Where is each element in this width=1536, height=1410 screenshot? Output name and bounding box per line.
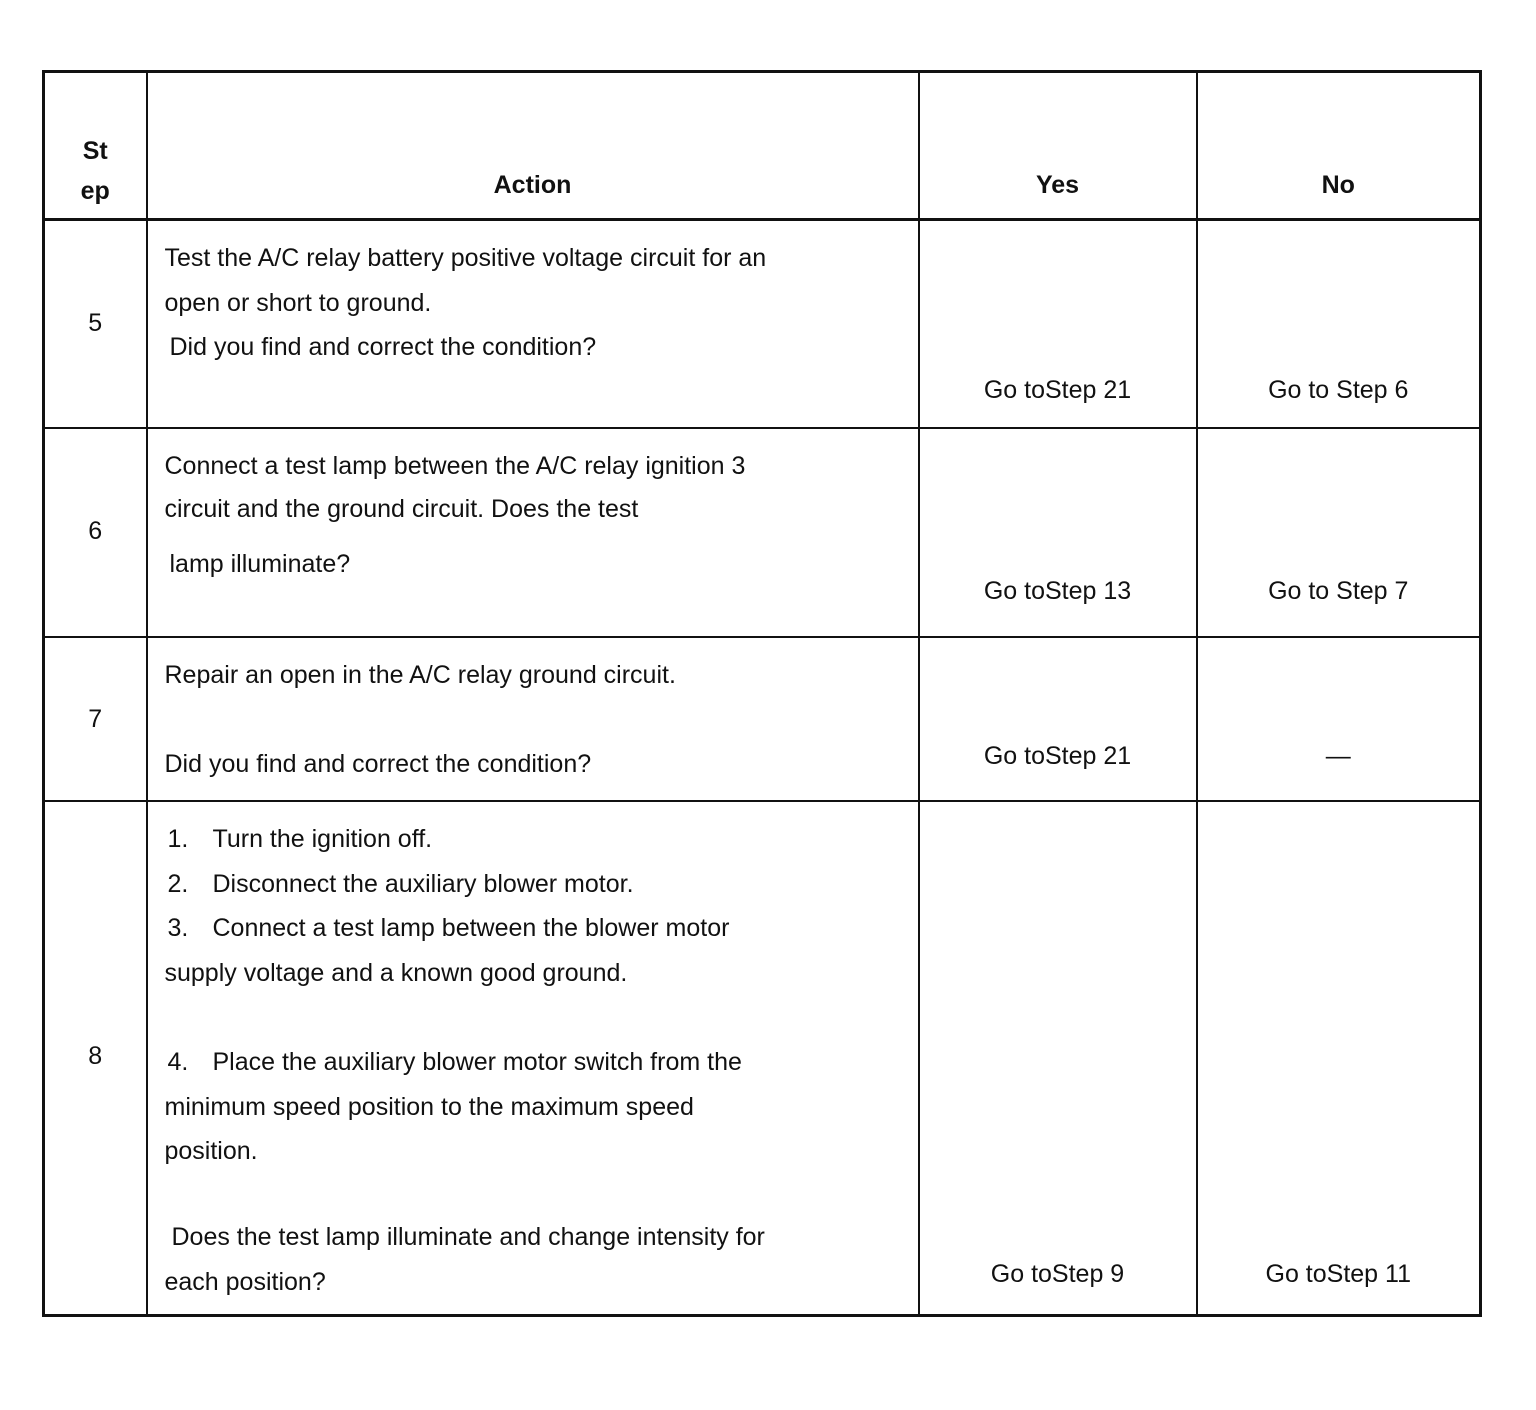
action-line: Connect a test lamp between the A/C relay ignition 3 — [164, 451, 746, 480]
yes-result: Go toStep 21 — [983, 741, 1132, 770]
step-number: 6 — [88, 516, 103, 545]
list-text: Place the auxiliary blower motor switch from the — [212, 1047, 742, 1076]
action-line: Repair an open in the A/C relay ground circuit. — [164, 660, 676, 689]
header-yes — [919, 72, 1197, 220]
action-cell — [147, 428, 919, 637]
header-row — [44, 72, 1481, 220]
list-number: 4. — [167, 1047, 189, 1076]
action-line: circuit and the ground circuit. Does the test — [164, 494, 639, 523]
list-text: Disconnect the auxiliary blower motor. — [212, 869, 634, 898]
step-number: 5 — [88, 309, 103, 337]
header-no — [1197, 72, 1481, 220]
action-line: Did you find and correct the condition? — [164, 749, 592, 778]
action-cell — [147, 637, 919, 801]
list-number: 3. — [167, 913, 189, 942]
no-result: Go to Step 6 — [1268, 376, 1409, 404]
step-cell — [44, 428, 147, 637]
yes-cell — [919, 220, 1197, 428]
action-line: open or short to ground. — [164, 289, 432, 317]
no-cell — [1197, 428, 1481, 637]
action-line: supply voltage and a known good ground. — [164, 958, 628, 987]
yes-result: Go toStep 9 — [990, 1259, 1125, 1288]
action-cell — [147, 801, 919, 1316]
step-cell — [44, 220, 147, 428]
table-row — [44, 801, 1481, 1316]
no-cell — [1197, 801, 1481, 1316]
no-cell — [1197, 220, 1481, 428]
no-result: — — [1325, 741, 1351, 770]
no-cell — [1197, 637, 1481, 801]
action-line: minimum speed position to the maximum speed — [164, 1092, 694, 1121]
step-cell — [44, 801, 147, 1316]
table-row — [44, 637, 1481, 801]
diagnostic-table — [42, 70, 1482, 1317]
header-action — [147, 72, 919, 220]
list-item — [168, 1040, 742, 1085]
yes-cell — [919, 428, 1197, 637]
header-step-line1: St — [82, 137, 108, 165]
action-line: Test the A/C relay battery positive voltage circuit for an — [164, 244, 767, 272]
yes-result: Go toStep 21 — [983, 376, 1132, 404]
table-row — [44, 428, 1481, 637]
action-line: position. — [164, 1136, 258, 1165]
list-text: Turn the ignition off. — [212, 824, 433, 853]
list-text: Connect a test lamp between the blower motor — [212, 913, 730, 942]
header-step — [44, 72, 147, 220]
action-line: Does the test lamp illuminate and change intensity for — [171, 1222, 765, 1251]
yes-result: Go toStep 13 — [983, 576, 1132, 605]
list-item — [168, 817, 433, 862]
action-cell — [147, 220, 919, 428]
action-line: each position? — [164, 1267, 326, 1296]
list-item — [168, 906, 730, 951]
step-cell — [44, 637, 147, 801]
list-number: 1. — [167, 824, 189, 853]
header-no-label: No — [1321, 171, 1355, 199]
list-number: 2. — [167, 869, 189, 898]
header-action-label: Action — [493, 171, 572, 199]
no-result: Go toStep 11 — [1265, 1259, 1411, 1288]
yes-cell — [919, 637, 1197, 801]
action-line: lamp illuminate? — [169, 549, 351, 578]
step-number: 7 — [88, 704, 103, 733]
step-number: 8 — [88, 1041, 103, 1070]
list-item — [168, 862, 634, 907]
header-yes-label: Yes — [1035, 171, 1080, 199]
yes-cell — [919, 801, 1197, 1316]
table-row — [44, 220, 1481, 428]
action-line: Did you find and correct the condition? — [169, 333, 597, 361]
header-step-line2: ep — [80, 177, 110, 205]
no-result: Go to Step 7 — [1268, 576, 1409, 605]
